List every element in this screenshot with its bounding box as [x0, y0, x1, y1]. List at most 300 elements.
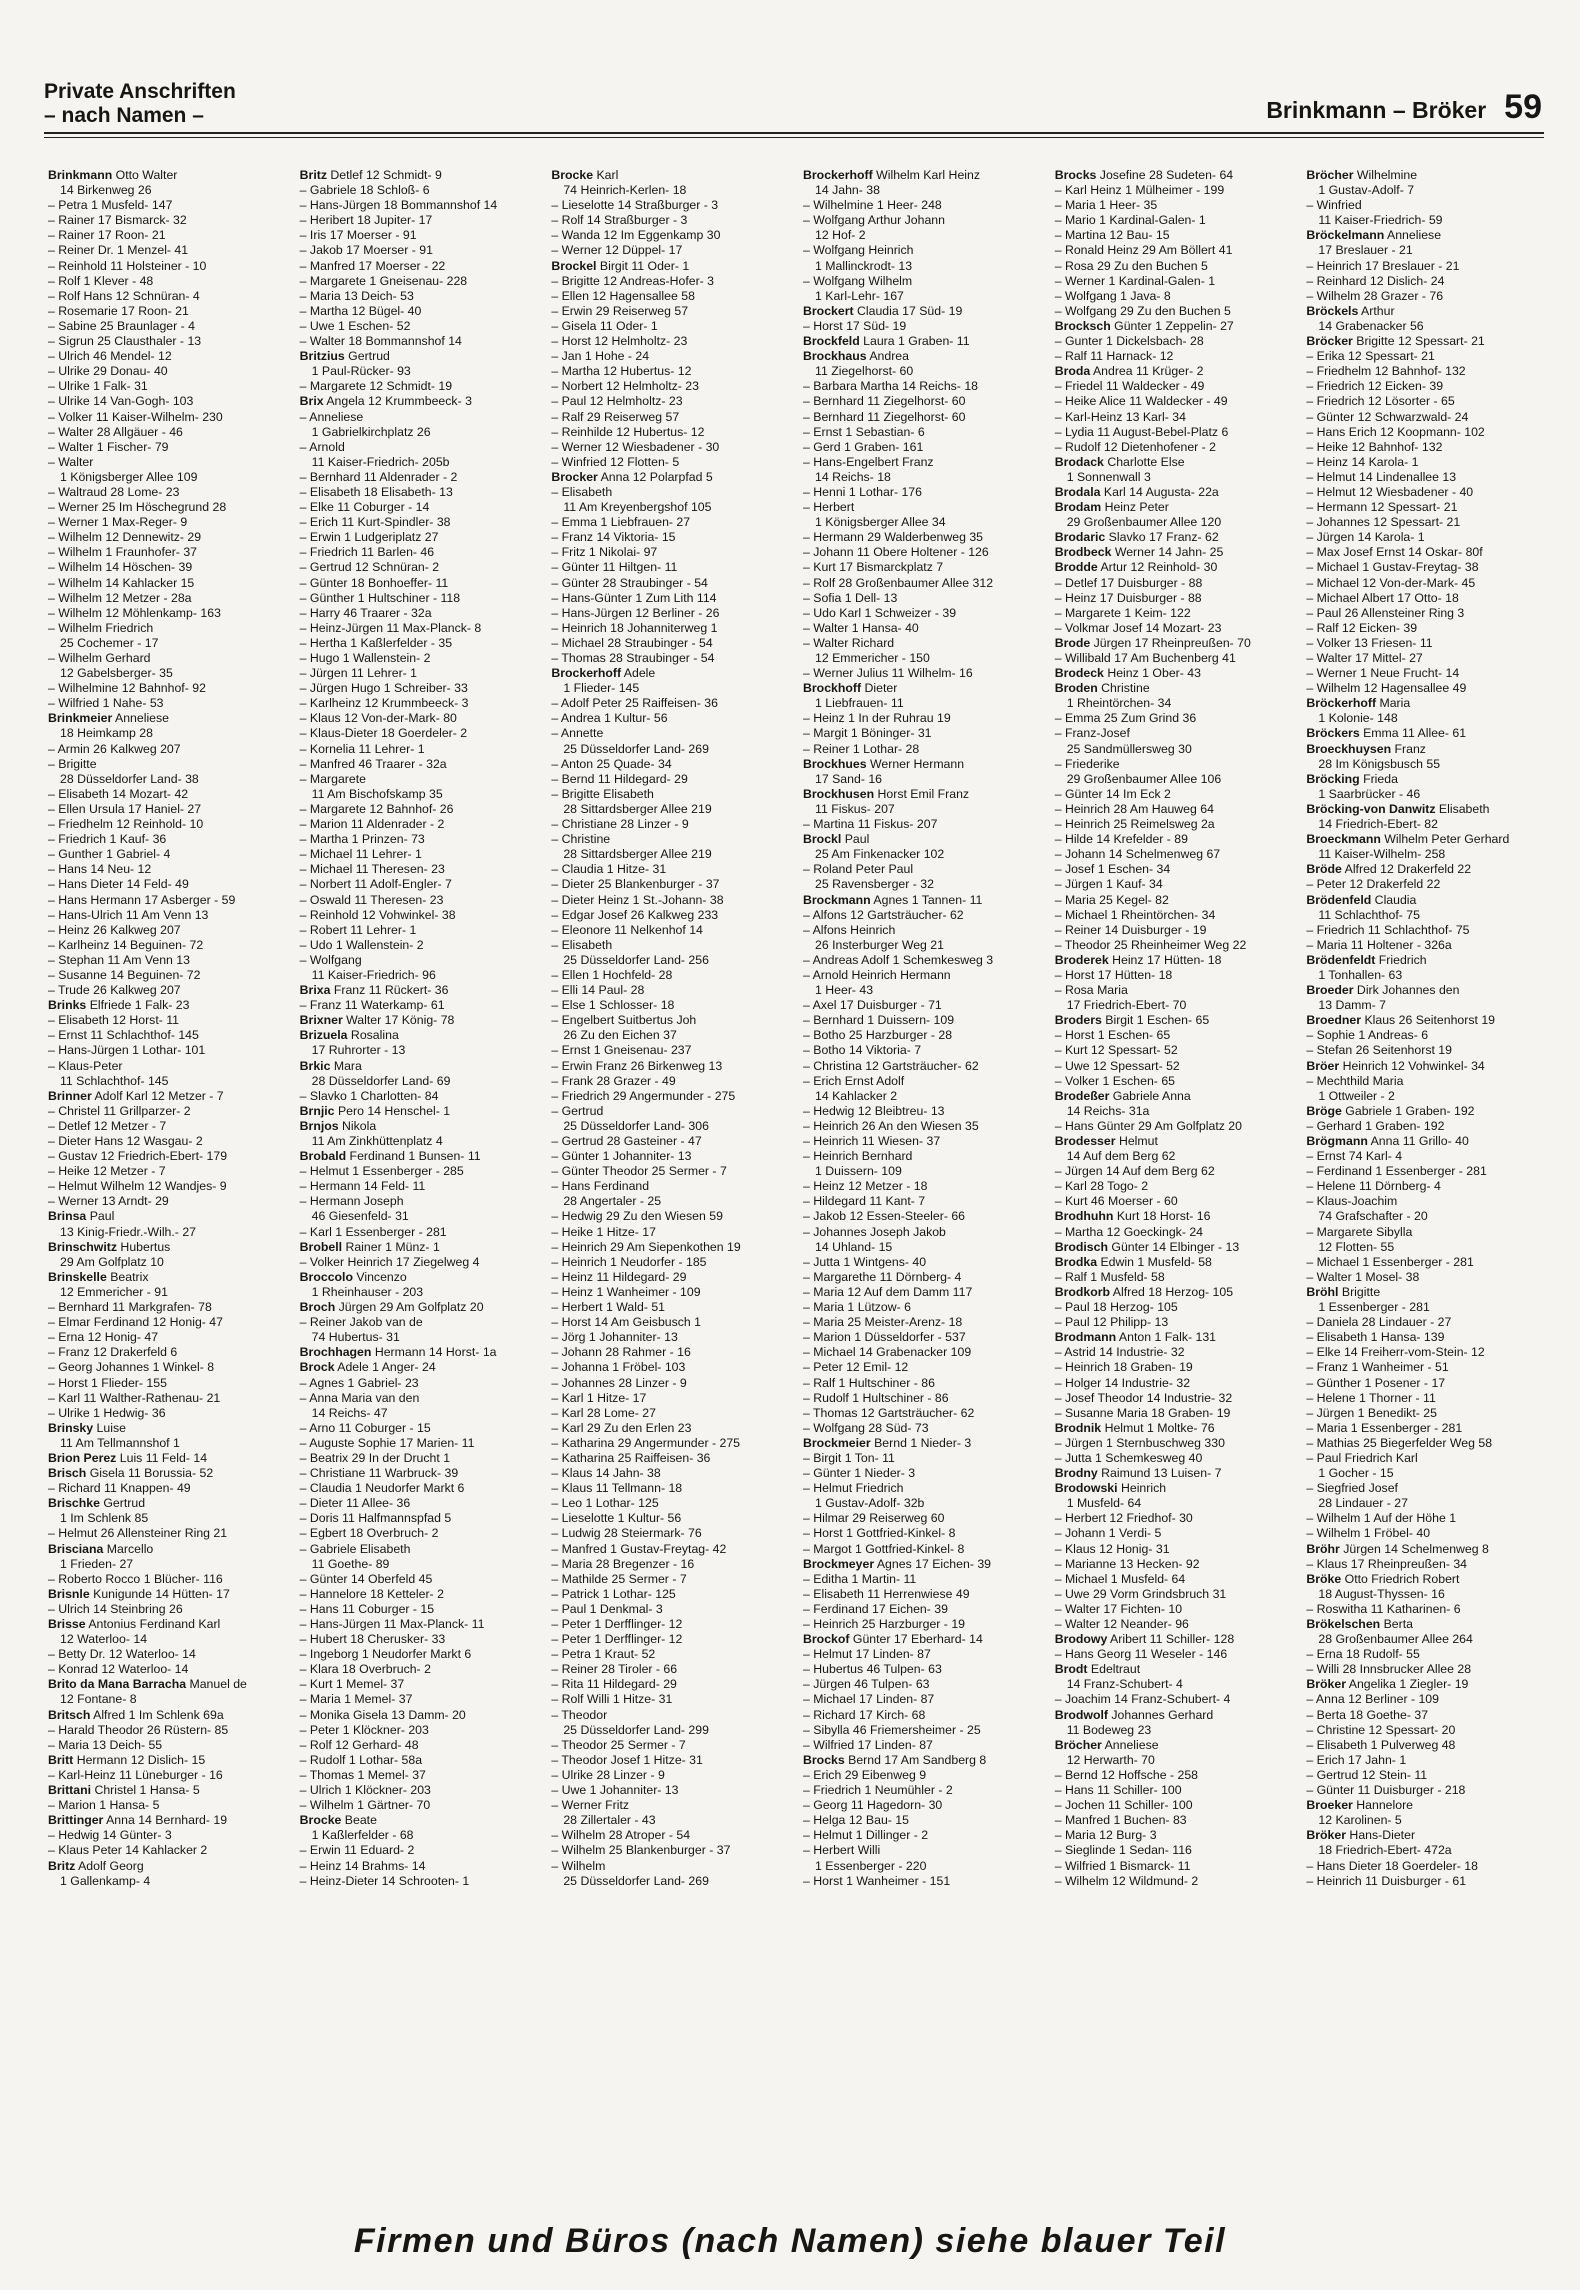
entry-details: – Marion 1 Düsseldorfer - 537: [803, 1330, 966, 1345]
entry-details: – Hans Ferdinand: [551, 1179, 650, 1194]
directory-entry: [46, 243, 282, 258]
directory-entry: [46, 410, 282, 425]
entry-details: – Helmut 1 Essenberger - 285: [299, 1164, 464, 1179]
entry-details: – Michael Albert 17 Otto- 18: [1306, 590, 1459, 605]
entry-details: Edwin 1 Musfeld- 58: [1097, 1254, 1212, 1269]
directory-entry: [46, 998, 282, 1013]
entry-details: Helmut 1 Moltke- 76: [1101, 1420, 1215, 1435]
entry-details: – Margarethe 11 Dörnberg- 4: [803, 1269, 962, 1284]
entry-details: – Margarete 12 Schmidt- 19: [299, 379, 453, 394]
directory-entry: [1304, 228, 1540, 243]
entry-details: – Ernst 74 Karl- 4: [1306, 1149, 1403, 1164]
entry-details: Anneliese: [112, 711, 169, 726]
directory-entry: [549, 847, 785, 862]
entry-details: – Bernhard 11 Markgrafen- 78: [48, 1300, 212, 1315]
entry-surname: Brodmann: [1054, 1330, 1117, 1345]
directory-entry: [46, 621, 282, 636]
directory-entry: [46, 636, 282, 651]
directory-entry: [801, 1632, 1037, 1647]
directory-entry: [801, 1738, 1037, 1753]
entry-details: – Gertrud 12 Schnüran- 2: [299, 560, 440, 575]
entry-details: 25 Am Finkenacker 102: [815, 847, 945, 862]
directory-entry: [1304, 1798, 1540, 1813]
entry-surname: Bröcking-von Danwitz: [1306, 801, 1436, 816]
entry-details: – Mathilde 25 Sermer - 7: [551, 1571, 687, 1586]
entry-surname: Brodny: [1054, 1466, 1098, 1481]
entry-details: – Ernst 1 Gneisenau- 237: [551, 1043, 692, 1058]
directory-entry: [801, 1874, 1037, 1889]
directory-entry: [1053, 274, 1289, 289]
entry-details: – Martina 12 Bau- 15: [1054, 228, 1170, 243]
entry-details: – Adolf Peter 25 Raiffeisen- 36: [551, 696, 718, 711]
entry-details: – Claudia 1 Hitze- 31: [551, 862, 667, 877]
entry-details: – Reiner 1 Lothar- 28: [803, 741, 920, 756]
entry-details: Anneliese: [1384, 228, 1442, 243]
directory-entry: [801, 862, 1037, 877]
entry-details: Vincenzo: [352, 1269, 407, 1284]
entry-details: – Rudolf 1 Lothar- 58a: [299, 1752, 423, 1767]
entry-details: 11 Kaiser-Friedrich- 205b: [311, 454, 450, 469]
directory-entry: [549, 1059, 785, 1074]
footer-note: Firmen und Büros (nach Namen) siehe blauer Teil: [353, 2222, 1227, 2260]
entry-details: – Kurt 46 Moerser - 60: [1054, 1194, 1178, 1209]
directory-entry: [298, 1104, 534, 1119]
directory-entry: [298, 410, 534, 425]
directory-entry: [46, 606, 282, 621]
entry-details: – Wolfgang 28 Süd- 73: [803, 1420, 929, 1435]
directory-entry: [801, 606, 1037, 621]
directory-entry: [46, 1104, 282, 1119]
directory-entry: [298, 334, 534, 349]
entry-details: – Karlheinz 12 Krummbeeck- 3: [299, 696, 469, 711]
entry-surname: Brockert: [803, 303, 854, 318]
entry-details: 1 Gustav-Adolf- 32b: [815, 1496, 925, 1511]
entry-details: – Heinz 17 Duisburger - 88: [1054, 590, 1202, 605]
entry-details: 28 Im Königsbusch 55: [1318, 756, 1441, 771]
entry-details: – Else 1 Schlosser- 18: [551, 998, 675, 1013]
entry-details: – Erwin 1 Ludgeriplatz 27: [299, 530, 439, 545]
directory-entry: [801, 1496, 1037, 1511]
entry-details: – Manfred 46 Traarer - 32a: [299, 756, 447, 771]
entry-details: 11 Kaiser-Friedrich- 59: [1318, 213, 1443, 228]
directory-entry: [801, 681, 1037, 696]
directory-entry: [1053, 560, 1289, 575]
directory-entry: [801, 1134, 1037, 1149]
directory-entry: [549, 1406, 785, 1421]
entry-details: – Ulrike 29 Donau- 40: [48, 364, 168, 379]
directory-entry: [801, 817, 1037, 832]
entry-details: – Botho 25 Harzburger - 28: [803, 1028, 953, 1043]
directory-entry: [549, 726, 785, 741]
entry-details: 11 Schlachthof- 75: [1318, 907, 1420, 922]
entry-details: – Bernd 12 Hoffsche - 258: [1054, 1767, 1199, 1782]
directory-entry: [1304, 1119, 1540, 1134]
directory-entry: [1053, 1828, 1289, 1843]
directory-entry: [1304, 410, 1540, 425]
directory-entry: [46, 651, 282, 666]
entry-details: – Ralf 11 Harnack- 12: [1054, 349, 1174, 364]
entry-details: – Johann 1 Verdi- 5: [1054, 1526, 1162, 1541]
directory-entry: [801, 636, 1037, 651]
entry-details: – Günter 14 Im Eck 2: [1054, 786, 1171, 801]
directory-entry: [801, 1270, 1037, 1285]
entry-details: – Ulrike 1 Hedwig- 36: [48, 1405, 166, 1420]
entry-details: 12 Flotten- 55: [1318, 1239, 1395, 1254]
entry-details: 12 Fontane- 8: [60, 1692, 137, 1707]
entry-details: – Sophie 1 Andreas- 6: [1306, 1028, 1429, 1043]
entry-details: – Ulrike 1 Falk- 31: [48, 379, 148, 394]
entry-details: – Elisabeth 11 Herrenwiese 49: [803, 1586, 970, 1601]
directory-entry: [801, 1315, 1037, 1330]
directory-entry: [801, 938, 1037, 953]
directory-entry: [298, 213, 534, 228]
entry-details: – Klaus 11 Tellmann- 18: [551, 1481, 683, 1496]
directory-entry: [1053, 228, 1289, 243]
directory-entry: [1304, 1315, 1540, 1330]
entry-details: – Harry 46 Traarer - 32a: [299, 605, 432, 620]
directory-entry: [801, 1662, 1037, 1677]
directory-entry: [298, 802, 534, 817]
directory-entry: [1304, 213, 1540, 228]
directory-entry: [549, 862, 785, 877]
directory-entry: [801, 1768, 1037, 1783]
entry-details: – Erna 18 Rudolf- 55: [1306, 1647, 1420, 1662]
entry-details: – Horst 14 Am Geisbusch 1: [551, 1315, 702, 1330]
entry-details: 28 Sittardsberger Allee 219: [563, 847, 712, 862]
entry-details: Brigitte: [1338, 1284, 1381, 1299]
entry-details: – Paul 1 Denkmal- 3: [551, 1601, 663, 1616]
directory-entry: [801, 198, 1037, 213]
entry-details: – Peter 12 Drakerfeld 22: [1306, 877, 1441, 892]
entry-details: – Helga 12 Bau- 15: [803, 1813, 909, 1828]
entry-details: – Helmut 1 Dillinger - 2: [803, 1828, 929, 1843]
directory-entry: [801, 530, 1037, 545]
entry-details: – Frank 28 Grazer - 49: [551, 1073, 676, 1088]
directory-entry: [801, 1104, 1037, 1119]
directory-entry: [46, 530, 282, 545]
page-header-right: [1266, 88, 1542, 127]
directory-entry: [298, 1406, 534, 1421]
directory-entry: [46, 1149, 282, 1164]
directory-entry: [1304, 425, 1540, 440]
entry-details: Frieda: [1359, 771, 1398, 786]
directory-entry: [1304, 1089, 1540, 1104]
entry-surname: Brinks: [48, 998, 87, 1013]
entry-details: Hermann 12 Dislich- 15: [73, 1752, 206, 1767]
directory-entry: [549, 1783, 785, 1798]
entry-details: Agnes 1 Tannen- 11: [870, 892, 983, 907]
directory-entry: [1053, 1330, 1289, 1345]
entry-details: – Walter 1 Mosel- 38: [1306, 1269, 1420, 1284]
entry-details: Jürgen 29 Am Golfplatz 20: [335, 1300, 484, 1315]
directory-entry: [549, 1345, 785, 1360]
directory-entry: [46, 1557, 282, 1572]
entry-details: – Volker 1 Eschen- 65: [1054, 1073, 1175, 1088]
directory-entry: [1053, 1074, 1289, 1089]
directory-entry: [298, 1662, 534, 1677]
directory-entry: [46, 1179, 282, 1194]
directory-entry: [46, 1813, 282, 1828]
directory-entry: [801, 213, 1037, 228]
entry-details: 11 Fiskus- 207: [815, 801, 895, 816]
entry-details: 17 Friedrich-Ebert- 70: [1066, 998, 1187, 1013]
directory-entry: [298, 772, 534, 787]
entry-details: – Erich 11 Kurt-Spindler- 38: [299, 515, 451, 530]
entry-details: – Elisabeth 12 Horst- 11: [48, 1013, 180, 1028]
directory-entry: [46, 1119, 282, 1134]
entry-surname: Brode: [1054, 635, 1091, 650]
entry-details: – Gertrud: [551, 1103, 604, 1118]
entry-details: – Anna 12 Berliner - 109: [1306, 1692, 1439, 1707]
entry-surname: Bröhr: [1306, 1541, 1340, 1556]
directory-entry: [1304, 726, 1540, 741]
directory-entry: [801, 394, 1037, 409]
directory-entry: [549, 772, 785, 787]
directory-entry: [549, 560, 785, 575]
entry-details: 28 Angertaler - 25: [563, 1194, 662, 1209]
entry-details: – Margarete 1 Keim- 122: [1054, 605, 1191, 620]
entry-surname: Brizuela: [299, 1028, 348, 1043]
entry-details: Wilhelm Peter Gerhard: [1380, 832, 1510, 847]
entry-details: – Rudolf 1 Hultschiner - 86: [803, 1390, 949, 1405]
entry-details: – Friedrich 1 Kauf- 36: [48, 832, 167, 847]
entry-details: 14 Grabenacker 56: [1318, 318, 1424, 333]
entry-details: 1 Kaßlerfelder - 68: [311, 1828, 414, 1843]
entry-details: – Maria 12 Burg- 3: [1054, 1828, 1157, 1843]
entry-details: – Brigitte Elisabeth: [551, 786, 654, 801]
entry-surname: Brockel: [551, 258, 597, 273]
directory-entry: [801, 1179, 1037, 1194]
entry-details: – Horst 1 Wanheimer - 151: [803, 1873, 951, 1888]
directory-entry: [549, 243, 785, 258]
entry-details: – Andrea 1 Kultur- 56: [551, 711, 668, 726]
directory-entry: [1053, 259, 1289, 274]
directory-entry: [1304, 1209, 1540, 1224]
entry-details: – Christine: [551, 832, 611, 847]
directory-entry: [1304, 379, 1540, 394]
directory-entry: [801, 1285, 1037, 1300]
entry-details: – Paul 18 Herzog- 105: [1054, 1300, 1178, 1315]
entry-details: – Walter 17 Fichten- 10: [1054, 1601, 1183, 1616]
entry-details: Jürgen 17 Rheinpreußen- 70: [1090, 635, 1251, 650]
directory-entry: [801, 787, 1037, 802]
entry-details: – Volker Heinrich 17 Ziegelweg 4: [299, 1254, 480, 1269]
entry-surname: Brockhoff: [803, 681, 862, 696]
entry-details: – Werner 12 Wiesbadener - 30: [551, 439, 720, 454]
entry-surname: Brodisch: [1054, 1239, 1108, 1254]
entry-details: – Michael 14 Grabenacker 109: [803, 1345, 972, 1360]
entry-details: – Willibald 17 Am Buchenberg 41: [1054, 651, 1236, 665]
entry-details: – Wilhelm 12 Wildmund- 2: [1054, 1873, 1199, 1888]
directory-entry: [1053, 1692, 1289, 1707]
entry-details: – Sibylla 46 Friemersheimer - 25: [803, 1722, 981, 1737]
directory-entry: [801, 953, 1037, 968]
entry-details: Claudia 17 Süd- 19: [853, 303, 963, 318]
directory-entry: [298, 1240, 534, 1255]
entry-details: Adolf Karl 12 Metzer - 7: [91, 1088, 224, 1103]
entry-details: Laura 1 Graben- 11: [859, 334, 970, 349]
entry-details: – Walter 12 Neander- 96: [1054, 1617, 1189, 1631]
directory-entry: [801, 1043, 1037, 1058]
entry-details: – Barbara Martha 14 Reichs- 18: [803, 379, 978, 394]
entry-details: Raimund 13 Luisen- 7: [1097, 1466, 1222, 1481]
directory-entry: [1053, 908, 1289, 923]
directory-entry: [1304, 1345, 1540, 1360]
directory-entry: [801, 742, 1037, 757]
entry-details: – Hans-Jürgen 11 Max-Planck- 11: [299, 1617, 485, 1631]
directory-entry: [298, 485, 534, 500]
directory-entry: [298, 1451, 534, 1466]
entry-surname: Brixa: [299, 983, 331, 998]
entry-details: – Herbert Willi: [803, 1843, 881, 1858]
directory-entry: [46, 576, 282, 591]
entry-surname: Brinner: [48, 1088, 92, 1103]
directory-entry: [1053, 515, 1289, 530]
directory-entry: [1053, 1270, 1289, 1285]
entry-details: – Friedhelm 12 Reinhold- 10: [48, 817, 204, 832]
directory-entry: [1053, 1089, 1289, 1104]
entry-details: – Klaus 12 Honig- 31: [1054, 1541, 1170, 1556]
directory-entry: [549, 213, 785, 228]
directory-entry: [549, 621, 785, 636]
entry-details: – Kurt 12 Spessart- 52: [1054, 1043, 1178, 1058]
directory-entry: [1304, 877, 1540, 892]
entry-details: – Josef 1 Eschen- 34: [1054, 862, 1171, 877]
entry-details: – Jochen 11 Schiller- 100: [1054, 1798, 1193, 1813]
entry-details: – Jürgen Hugo 1 Schreiber- 33: [299, 681, 468, 696]
entry-details: 13 Kinig-Friedr.-Wilh.- 27: [60, 1224, 196, 1239]
directory-column: [801, 168, 1037, 1889]
directory-entry: [801, 666, 1037, 681]
entry-details: – Manfred 1 Gustav-Freytag- 42: [551, 1541, 727, 1556]
entry-details: – Johann 14 Schelmenweg 67: [1054, 847, 1221, 862]
entry-details: – Volker 13 Friesen- 11: [1306, 635, 1433, 650]
directory-entry: [46, 379, 282, 394]
directory-entry: [298, 1179, 534, 1194]
directory-entry: [801, 983, 1037, 998]
directory-entry: [801, 1798, 1037, 1813]
directory-entry: [298, 1074, 534, 1089]
entry-surname: Bröde: [1306, 862, 1342, 877]
directory-entry: [46, 1406, 282, 1421]
directory-entry: [1053, 681, 1289, 696]
entry-details: – Wolfgang Wilhelm: [803, 273, 913, 288]
entry-details: 12 Emmericher - 150: [815, 651, 930, 665]
directory-entry: [1053, 410, 1289, 425]
entry-details: – Friedhelm 12 Bahnhof- 132: [1306, 364, 1466, 379]
directory-entry: [298, 1194, 534, 1209]
entry-details: 18 August-Thyssen- 16: [1318, 1586, 1445, 1601]
entry-details: – Sigrun 25 Clausthaler - 13: [48, 334, 202, 349]
entry-details: – Klaus 17 Rheinpreußen- 34: [1306, 1556, 1468, 1571]
directory-entry: [46, 1089, 282, 1104]
directory-entry: [46, 772, 282, 787]
entry-surname: Broderek: [1054, 952, 1109, 967]
directory-entry: [549, 1285, 785, 1300]
entry-details: – Richard 17 Kirch- 68: [803, 1707, 926, 1722]
entry-details: – Martina 11 Fiskus- 207: [803, 817, 938, 832]
entry-details: – Elke 14 Freiherr-vom-Stein- 12: [1306, 1345, 1485, 1360]
entry-details: Klaus 26 Seitenhorst 19: [1361, 1013, 1496, 1028]
directory-entry: [298, 1043, 534, 1058]
directory-entry: [46, 1225, 282, 1240]
entry-details: – Joachim 14 Franz-Schubert- 4: [1054, 1692, 1231, 1707]
entry-details: Wilhelmine: [1353, 168, 1418, 182]
directory-entry: [1304, 1692, 1540, 1707]
directory-entry: [1053, 742, 1289, 757]
directory-entry: [1304, 1134, 1540, 1149]
directory-entry: [801, 1557, 1037, 1572]
directory-entry: [1053, 168, 1289, 183]
entry-surname: Brodka: [1054, 1254, 1098, 1269]
entry-details: – Rolf 12 Gerhard- 48: [299, 1737, 419, 1752]
directory-entry: [298, 862, 534, 877]
entry-details: – Robert 11 Lehrer- 1: [299, 922, 417, 937]
directory-entry: [1304, 1632, 1540, 1647]
directory-entry: [46, 1526, 282, 1541]
entry-details: – Ralf 29 Reiserweg 57: [551, 409, 680, 424]
directory-entry: [46, 1708, 282, 1723]
entry-surname: Brodaric: [1054, 530, 1106, 545]
directory-entry: [801, 711, 1037, 726]
entry-details: – Manfred 17 Moerser - 22: [299, 258, 446, 273]
directory-entry: [1304, 1557, 1540, 1572]
directory-entry: [801, 1330, 1037, 1345]
directory-entry: [1053, 1179, 1289, 1194]
entry-details: – Jutta 1 Wintgens- 40: [803, 1254, 927, 1269]
entry-surname: Bröhl: [1306, 1284, 1339, 1299]
entry-details: – Werner 1 Neue Frucht- 14: [1306, 666, 1460, 681]
entry-details: – Gisela 11 Oder- 1: [551, 318, 658, 333]
directory-entry: [1304, 274, 1540, 289]
directory-entry: [298, 1345, 534, 1360]
entry-details: – Dieter 25 Blankenburger - 37: [551, 877, 720, 892]
entry-details: 25 Düsseldorfer Land- 256: [563, 952, 709, 967]
directory-entry: [298, 1632, 534, 1647]
entry-details: – Rudolf 12 Dietenhofener - 2: [1054, 439, 1217, 454]
entry-details: – Friedrich 12 Lösorter - 65: [1306, 394, 1455, 409]
entry-details: – Wilhelm 12 Metzer - 28a: [48, 590, 192, 605]
entry-details: – Margarete: [299, 771, 366, 786]
entry-details: – Detlef 17 Duisburger - 88: [1054, 575, 1203, 590]
entry-details: Adele 1 Anger- 24: [334, 1360, 436, 1375]
directory-entry: [46, 726, 282, 741]
directory-entry: [1053, 1285, 1289, 1300]
directory-entry: [549, 1587, 785, 1602]
entry-details: – Klaus-Dieter 18 Goerdeler- 2: [299, 726, 468, 741]
directory-entry: [1053, 183, 1289, 198]
entry-details: – Christine 12 Spessart- 20: [1306, 1722, 1456, 1737]
directory-column: [46, 168, 282, 1889]
entry-surname: Brockmeier: [803, 1435, 871, 1450]
directory-entry: [46, 1285, 282, 1300]
entry-details: – Hermann 29 Walderbenweg 35: [803, 530, 984, 545]
directory-entry: [801, 364, 1037, 379]
directory-entry: [46, 696, 282, 711]
directory-entry: [298, 1300, 534, 1315]
directory-entry: [549, 455, 785, 470]
directory-entry: [1304, 576, 1540, 591]
entry-details: Birgit 11 Oder- 1: [596, 258, 690, 273]
entry-surname: Brinschwitz: [48, 1239, 118, 1254]
entry-details: Angelika 1 Ziegler- 19: [1346, 1677, 1469, 1692]
directory-entry: [46, 1798, 282, 1813]
directory-entry: [298, 1602, 534, 1617]
directory-entry: [801, 425, 1037, 440]
directory-entry: [46, 1738, 282, 1753]
entry-details: – Bernhard 11 Aldenrader - 2: [299, 469, 458, 484]
entry-details: – Marion 1 Hansa- 5: [48, 1798, 160, 1813]
